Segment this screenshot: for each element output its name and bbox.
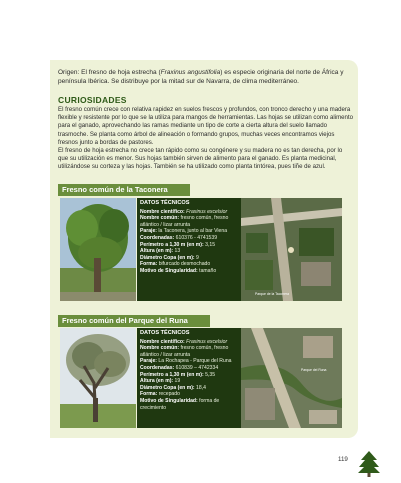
data-row: Forma: bifurcado desmochado xyxy=(140,261,211,268)
data-row: Nombre científico: Fraxinus excelsior xyxy=(140,338,228,345)
map-label: Parque de la Taconera xyxy=(255,292,290,296)
data-row: Paraje: la Taconera, junto al bar Viena xyxy=(140,228,228,235)
data-row: Motivo de Singularidad: forma de crecimiento xyxy=(140,397,220,411)
tree-icon xyxy=(356,450,382,483)
tree-title-runa: Fresno común del Parque del Runa xyxy=(58,315,210,327)
technical-data-runa: DATOS TÉCNICOS Nombre científico: Fraxinus excelsior Nombre común: fresno común, fresno atlántico / lizar arrunta Paraje: La Rochapea - Parque del Runa Coordenadas: 610839 – 4742334 Perímetro a 1,30 m (en m): 5,35 Altura (en m): 19 Diámetro Copa (en m): 18,4 Forma: recepado Motivo de Singularidad: forma de crecimiento xyxy=(137,328,241,428)
data-row: Motivo de Singularidad: tamaño xyxy=(140,267,217,274)
curiosidades-heading: CURIOSIDADES xyxy=(58,95,127,105)
data-row: Paraje: La Rochapea - Parque del Runa xyxy=(140,358,232,365)
aerial-map-runa xyxy=(241,328,342,428)
data-row: Altura (en m): 19 xyxy=(140,378,181,385)
map-label: Parque del Runa xyxy=(301,368,327,372)
curiosidades-text: El fresno común crece con relativa rapidez en suelos frescos y profundos, con tronco derecho y una madera flexible y resistente por lo que se la utiliza para mangos de herramientas. Las hojas se utilizan como alimento para el ganado, aprovechando las ramas mediante un tipo de corte a cierta altura del suelo llamado trasmoche. Se planta como árbol de alineación o formando grupos, muchas veces encontramos viejos fresnos junto a bordas de pastores. El fresno de hoja estrecha no crece tan rápido como su congénere y su madera no es tan derecha, por lo que su utilización es menor. Sus hojas también sirven de alimento para el ganado. Es planta medicinal, utilizándose su corteza y las hojas. También se ha utilizado como planta tintórea, pues tiñe de azul. xyxy=(58,106,354,171)
data-row: Nombre común: fresno común, fresno atlántico / lizar arrunta xyxy=(140,215,229,228)
origin-paragraph: Origen: El fresno de hoja estrecha (Fraxinus angustifolia) es especie originaria del norte de África y península Ibérica. Se distribuye por la mitad sur de Navarra, de clima mediterráneo. xyxy=(58,69,344,85)
aerial-map-taconera xyxy=(241,198,342,301)
data-row: Coordenadas: 610839 – 4742334 xyxy=(140,364,219,371)
data-row: Nombre común: fresno común, fresno atlántico / lizar arrunta xyxy=(140,345,229,358)
tree-photo-runa xyxy=(60,328,136,428)
data-row: Forma: recepado xyxy=(140,391,180,398)
tree-photo-taconera xyxy=(60,198,136,301)
data-row: Diámetro Copa (en m): 18,4 xyxy=(140,384,206,391)
data-row: Diámetro Copa (en m): 9 xyxy=(140,254,199,261)
data-row: Coordenadas: 610376 - 4741539 xyxy=(140,234,218,241)
data-row: Perímetro a 1,30 m (en m): 3,15 xyxy=(140,241,216,248)
technical-data-taconera: DATOS TÉCNICOS Nombre científico: Fraxinus excelsior Nombre común: fresno común, fresno atlántico / lizar arrunta Paraje: la Taconera, junto al bar Viena Coordenadas: 610376 - 4741539 Perímetro a 1,30 m (en m): 3,15 Altura (en m): 13 Diámetro Copa (en m): 9 Forma: bifurcado desmochado Motivo de Singularidad: tamaño xyxy=(137,198,241,301)
tree-title-taconera: Fresno común de la Taconera xyxy=(58,184,190,196)
data-row: Nombre científico: Fraxinus excelsior xyxy=(140,208,228,215)
page-number: 119 xyxy=(338,456,348,463)
data-row: Altura (en m): 13 xyxy=(140,248,181,255)
data-row: Perímetro a 1,30 m (en m): 5,35 xyxy=(140,371,216,378)
